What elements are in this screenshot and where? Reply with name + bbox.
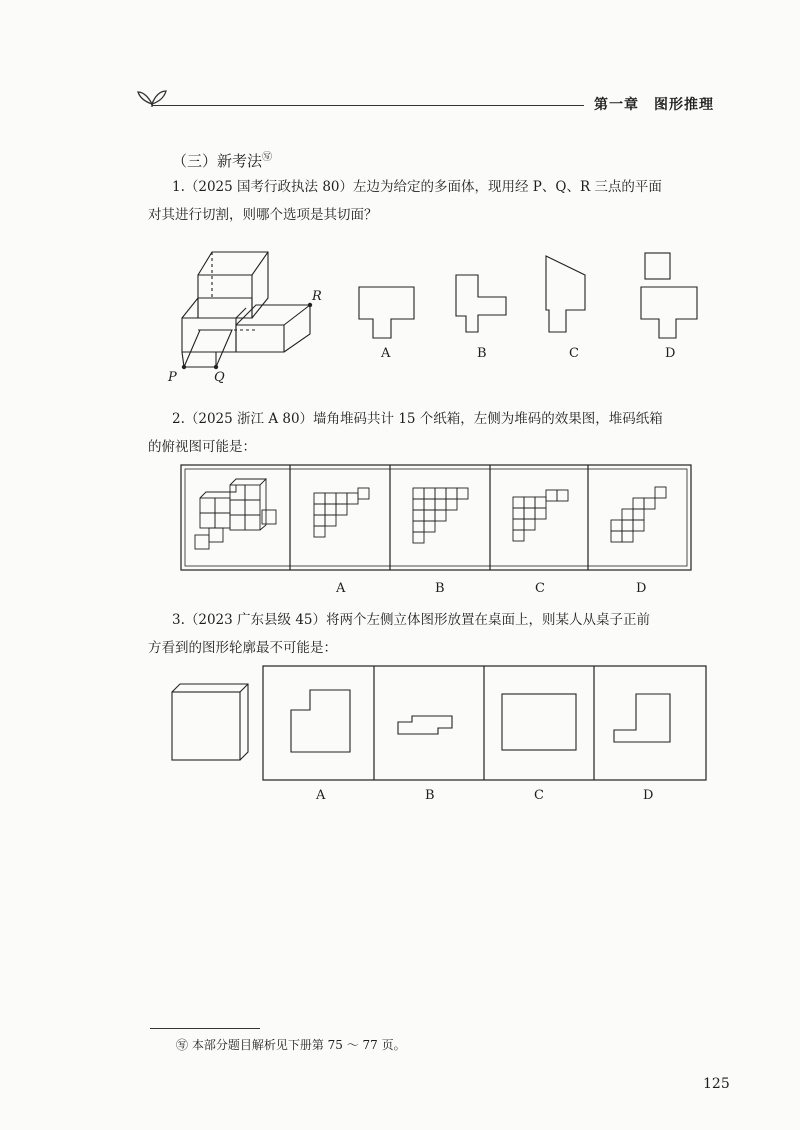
label-p: P: [168, 370, 177, 385]
q3-option-a-shape: [291, 690, 350, 752]
q2-option-b-view: [413, 488, 468, 543]
q2-option-c-label: C: [535, 581, 545, 596]
section-mark: ㊢: [262, 152, 273, 163]
q3-option-c-label: C: [534, 788, 544, 803]
header-rule: [152, 105, 584, 106]
q3-cube: [172, 684, 248, 760]
q3-line1: 3.（2023 广东县级 45）将两个左侧立体图形放置在桌面上，则某人从桌子正前: [172, 612, 650, 628]
q3-panel-frame: [263, 666, 706, 780]
q2-line2: 的俯视图可能是：: [148, 439, 256, 455]
q1-option-b-label: B: [477, 346, 487, 361]
q2-option-c-view: [513, 490, 568, 541]
q1-option-d-label: D: [665, 346, 676, 361]
q3-option-b-label: B: [425, 788, 435, 803]
q1-line1: 1.（2025 国考行政执法 80）左边为给定的多面体，现用经 P、Q、R 三点的平面: [172, 179, 662, 195]
q2-line1: 2.（2025 浙江 A 80）墙角堆码共计 15 个纸箱，左侧为堆码的效果图，堆码纸箱: [172, 411, 663, 427]
q1-polyhedron: [182, 252, 310, 367]
q1-option-a-label: A: [381, 346, 391, 361]
q3-option-b-shape: [398, 716, 452, 734]
footnote: ㊢ 本部分题目解析见下册第 75 ～ 77 页。: [176, 1038, 406, 1052]
q3-option-a-label: A: [316, 788, 326, 803]
q1-option-d-top: [645, 253, 670, 279]
q1-option-c-label: C: [569, 346, 579, 361]
label-q: Q: [214, 370, 225, 385]
footnote-rule: [150, 1028, 260, 1029]
q1-option-a-shape: [359, 287, 414, 338]
q3-option-d-label: D: [643, 788, 654, 803]
q3-option-c-shape: [502, 694, 576, 750]
page-number: 125: [703, 1076, 730, 1092]
q2-option-a-view: [314, 488, 369, 537]
point-p: [182, 365, 186, 369]
q1-option-d-shape: [641, 287, 697, 338]
chapter-title: 第一章 图形推理: [594, 97, 714, 113]
q2-stacked-boxes: [195, 479, 276, 549]
label-r: R: [312, 289, 322, 304]
q1-option-b-shape: [456, 275, 506, 332]
q2-option-a-label: A: [336, 581, 346, 596]
q2-option-b-label: B: [435, 581, 445, 596]
q2-option-d-view: [611, 487, 666, 542]
point-q: [214, 365, 218, 369]
q2-panel-frame: [181, 465, 691, 570]
section-title: （三）新考法㊢: [172, 152, 273, 170]
q3-line2: 方看到的图形轮廓最不可能是：: [148, 640, 337, 656]
q1-option-c-shape: [546, 256, 585, 332]
q2-option-d-label: D: [636, 581, 647, 596]
q1-line2: 对其进行切割，则哪个选项是其切面？: [148, 207, 378, 223]
q3-option-d-shape: [614, 694, 670, 742]
